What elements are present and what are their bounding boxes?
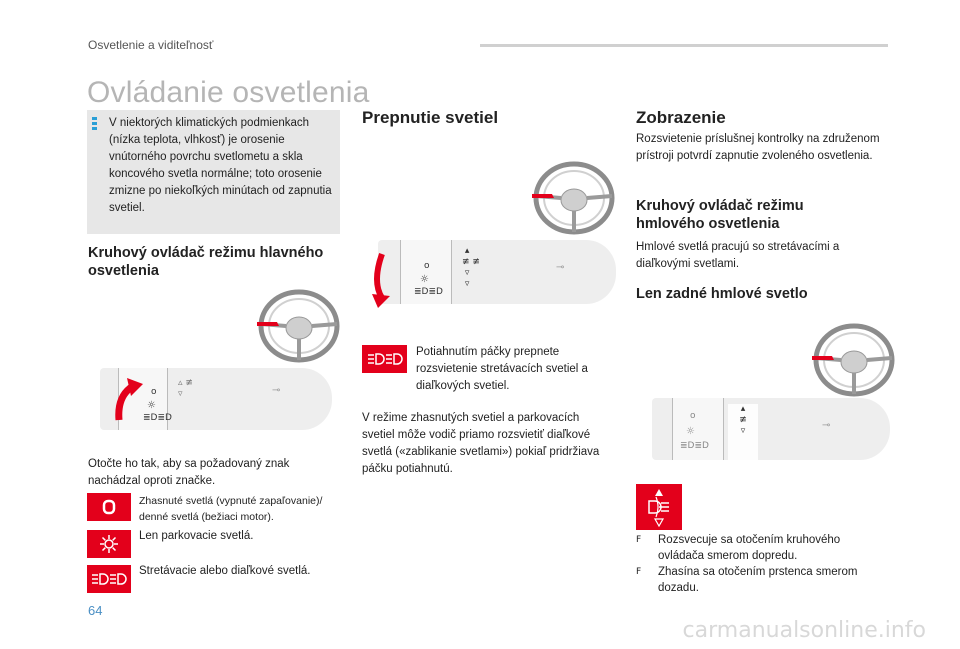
display-text: Rozsvietenie príslušnej kontrolky na združenom prístroji potvrdí zapnutie zvoleného osvetlenia. [636,133,880,162]
bullet-text: Zhasína sa otočením prstenca smerom dozadu. [658,566,858,594]
fog-symbols-2: ▴ ≢ ≢ ▿ ▿ [462,246,480,289]
steering-wheel-illustration-3 [808,322,896,398]
svg-text:o: o [151,387,157,397]
svg-text:☼: ☼ [420,274,429,285]
page-title: Ovládanie osvetlenia [87,76,370,109]
bullet-item [636,532,886,564]
switch-lights-heading: Prepnutie svetiel [362,108,499,127]
info-icon [92,117,97,133]
dipped-main-beam-icon [87,565,131,593]
stalk-end-icon-2: ⊸ [556,262,565,273]
svg-text:☼: ☼ [147,400,156,411]
stalk-end-icon-3: ⊸ [822,420,831,431]
rear-fog-bullets [636,532,886,596]
rear-fog-heading: Len zadné hmlové svetlo [636,286,808,302]
info-note-text: V niektorých klimatických podmienkach (nízka teplota, vlhkosť) je orosenie vnútorného povrchu svetlometu a skla koncového svetla normálne; toto orosenie zmizne po niekoľkých minútach od zapnutia svetiel. [109,117,332,214]
flash-text: Potiahnutím páčky prepnete rozsvietenie stretávacích svetiel a diaľkových svetiel. [416,346,588,392]
parking-lights-text: Len parkovacie svetlá. [139,530,254,542]
display-heading: Zobrazenie [636,108,726,127]
watermark: carmanualsonline.info [682,618,926,643]
lights-off-text: Zhasnuté svetlá (vypnuté zapaľovanie)/ denné svetlá (bežiaci motor). [139,495,323,523]
stalk-end-icon: ⊸ [272,385,281,396]
steering-wheel-illustration-2 [528,160,616,236]
bullet-text: Rozsvecuje sa otočením kruhového ovládača smerom dopredu. [658,534,841,562]
bullet-marker: F [636,535,642,545]
header-divider [480,44,888,47]
fog-ring-symbols: ▴ ≢ ▿ [728,404,758,460]
svg-text:≣D≣D: ≣D≣D [680,441,709,451]
rear-fog-icon [636,484,682,530]
section-header: Osvetlenie a viditeľnosť [88,38,214,52]
svg-text:≣D≣D: ≣D≣D [143,413,172,423]
headlight-flash-icon [362,345,407,373]
svg-text:o: o [690,411,696,421]
flash-paragraph: V režime zhasnutých svetiel a parkovacích svetiel môže vodič priamo rozsvietiť diaľkové svetlá («zablikanie svetlami») pokiaľ pridržiava páčku potiahnutú. [362,412,600,475]
bullet-item [636,564,886,596]
dipped-main-beam-text: Stretávacie alebo diaľkové svetlá. [139,565,311,577]
svg-text:☼: ☼ [686,426,695,437]
lights-off-icon [87,493,131,521]
fog-text: Hmlové svetlá pracujú so stretávacími a diaľkovými svetlami. [636,241,840,270]
fog-symbols: ▵ ≢ ▿ [178,378,193,399]
parking-lights-icon [87,530,131,558]
main-lighting-heading: Kruhový ovládač režimu hlavného osvetlenia [88,245,324,279]
page-number: 64 [88,603,103,618]
svg-text:o: o [424,261,430,271]
steering-wheel-illustration [255,288,343,364]
bullet-marker: F [636,567,642,577]
svg-text:≣D≣D: ≣D≣D [414,287,443,297]
fog-heading: Kruhový ovládač režimu hmlového osvetlenia [636,198,804,232]
rotate-instruction: Otočte ho tak, aby sa požadovaný znak nachádzal oproti značke. [88,458,290,487]
